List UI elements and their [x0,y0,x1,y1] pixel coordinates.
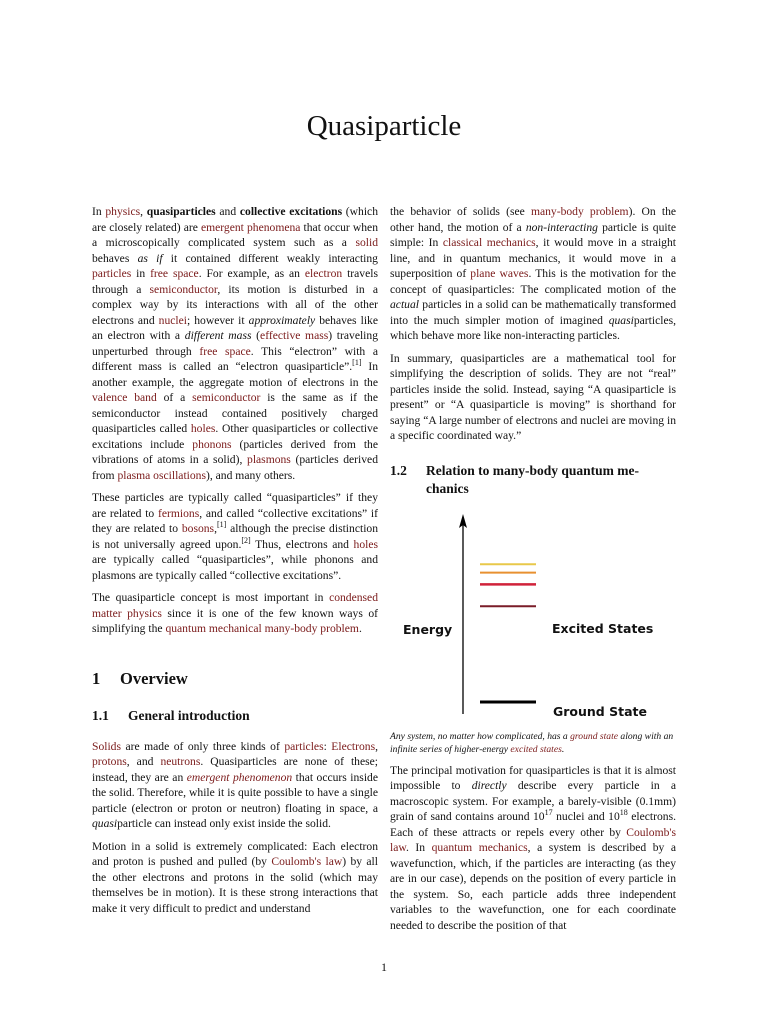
text-run: The principal motivation for quasiparticles is that it is almost impossible to [390,763,676,792]
intro-paragraph [92,204,378,483]
text-run: In another example, the aggregate motion of electrons in the [92,360,379,389]
text-run: The quasiparticle concept is most important in [92,591,330,604]
wiki-link[interactable]: fermions [158,506,200,520]
text-run: , [214,522,217,535]
text-run: although the precise distinction is not universally agreed upon. [92,522,379,551]
wiki-link[interactable]: holes [190,422,216,435]
wiki-link[interactable]: effective mass [260,329,329,342]
citation[interactable]: [2] [241,535,251,545]
text-run: describe every particle in a macroscopic system. For example, a barely-visible (0.1mm) grain of sand contains around 10 [390,779,676,823]
text-run: in [131,267,151,280]
text-run: . [358,622,362,635]
wiki-link[interactable]: Solids [92,739,121,753]
text-run: since it is one of the few known ways of simplifying the [92,606,378,635]
wiki-link[interactable]: phonons [192,437,232,451]
text-run: quasi [608,313,634,327]
wiki-link[interactable]: physics [105,205,141,218]
subsection-title: General introduction [128,707,250,723]
wiki-link[interactable]: valence band [92,391,157,404]
wiki-link[interactable]: nuclei [158,313,187,327]
wiki-link[interactable]: protons [92,755,127,768]
condensed-matter-paragraph [92,590,378,637]
text-run: , a system is described by a wavefunction, which, if the particles are interacting (as they are in our case), depends on the position of every particle in the system. So, each particle adds three independent variables to the wavefunction, one for each coordinate needed to describe the position of that [390,841,676,932]
wiki-link[interactable]: solid [355,236,378,249]
text-run: (particles derived from [92,453,378,482]
text-run: . Quasiparticles are none of these; instead, they are an [92,755,378,784]
text-run: , its motion is disturbed in a complex way by its interactions with all of the other electrons and [92,282,379,327]
wiki-link[interactable]: particles [92,267,132,280]
text-run: , and [126,755,161,768]
citation[interactable]: [1] [352,358,362,368]
text-run: electrons. Each of these attracts or repels every other by [390,810,676,839]
text-run: are made of only three kinds of [121,739,285,753]
text-run: ; however it [186,313,249,327]
wiki-link[interactable]: semiconductor [192,391,261,404]
right-column [390,204,676,940]
text-run: ). On the other hand, the motion of a [390,205,677,234]
principal-motivation-paragraph [390,763,676,934]
text-run: In summary, quasiparticles are a mathematical tool for simplifying the description of solids. They are not “real” particles inside the solid. Instead, saying “A quasiparticle is present” or “A quasiparticle is moving” is shorthand for saying “A large number of electrons and nuclei are moving in a specific coordinated way.” [390,351,676,442]
wiki-link[interactable]: emergent phenomenon [186,770,293,784]
page-title: Quasiparticle [306,110,462,142]
text-run: behaves like an electron with a [92,313,378,342]
text-run: . In [406,841,432,854]
text-run: , it would move in a straight line, and in quantum mechanics, it would move in a superposition of [390,236,676,280]
wiki-link[interactable]: Coulomb's law [271,855,343,868]
text-run: quasiparticles [146,205,216,218]
text-run: particles in a solid can be mathematically transformed into the much simpler motion of imagined [390,298,676,327]
figure-caption [390,730,676,756]
wiki-link[interactable]: quantum mechanical many-body problem [165,622,359,635]
left-column [92,204,378,923]
text-run: , [375,739,378,753]
energy-diagram-svg [390,498,680,730]
citation[interactable]: 18 [619,808,628,818]
energy-level-diagram [390,498,676,730]
motion-paragraph [92,839,378,917]
ground-state-label: Ground State [553,703,647,719]
text-run: These particles are typically called “quasiparticles” if they are related to [92,491,378,520]
text-run: (which are closely related) are [92,205,378,234]
wiki-link[interactable]: excited states [510,743,562,755]
text-run: ( [251,329,261,342]
text-run: . This is the motivation for the concept of quasiparticles: The complicated motion of the [390,267,676,296]
text-run: it contained different weakly interacting [162,251,378,265]
wiki-link[interactable]: classical mechanics [442,236,536,249]
text-run: . Other quasiparticles or collective excitations include [92,422,379,451]
text-run: . This “electron” with a different mass is called an “electron quasiparticle”. [92,344,378,373]
wiki-link[interactable]: condensed matter physics [92,591,378,620]
text-run: . For example, as an [198,267,305,280]
text-run: different mass [184,329,252,342]
text-run: : [323,739,332,753]
wiki-link[interactable]: neutrons [160,755,201,768]
text-run: as if [137,251,163,265]
subsection-number: 1.2 [390,462,407,478]
wiki-link[interactable]: semiconductor [149,282,218,296]
text-run: . [561,743,565,755]
text-run: collective excitations [239,205,343,218]
text-run: approximately [248,313,316,327]
text-run: actual [390,298,419,311]
wiki-link[interactable]: bosons [181,522,215,535]
citation[interactable]: 17 [544,808,553,818]
wiki-link[interactable]: Electrons [331,739,376,753]
behavior-paragraph [390,204,676,344]
wiki-link[interactable]: free space [199,344,251,358]
section-heading-overview [92,669,378,689]
section-number: 1 [92,668,101,688]
text-run: quasi [92,817,118,830]
text-run: non-interacting [525,220,598,234]
text-run: are typically called “quasiparticles”, while phonons and plasmons are typically called “collective excitations”. [92,553,378,582]
wiki-link[interactable]: plane waves [470,267,529,280]
text-run: behaves [92,251,138,265]
text-run: particle can instead only exist inside the solid. [117,817,331,830]
text-run: that occurs inside the solid. Therefore, while it is quite possible to have a single particle (electron or proton or neutron) floating in space, a [92,770,378,815]
text-run: nuclei and 10 [552,810,620,823]
text-run: ) traveling unperturbed through [92,329,378,358]
text-run: In [92,205,106,218]
text-run: ), and many others. [206,468,296,482]
text-run: ) by all the other electrons and protons in the solid (which may themselves be in motion). It is these strong interactions that make it very difficult to predict and understand [92,855,378,915]
text-run: Motion in a solid is extremely complicated: Each electron and proton is pushed and pulled (by [92,839,378,868]
page-number: 1 [381,960,387,974]
text-run: Any system, no matter how complicated, has a [390,730,571,742]
text-run: , and called “collective excitations” if they are related to [92,506,379,535]
text-run: Thus, electrons and [250,537,354,551]
text-run: travels through a [92,267,378,296]
text-run: the behavior of solids (see [390,205,531,218]
wiki-link[interactable]: ground state [570,730,619,742]
energy-levels [480,564,536,702]
wiki-link[interactable]: quantum mechanics [431,841,528,854]
wiki-link[interactable]: free space [150,267,199,280]
text-run: along with an infinite series of higher-energy [390,730,674,755]
subsection-heading-general-introduction [92,707,378,725]
solids-paragraph [92,739,378,832]
excited-states-label: Excited States [552,620,654,636]
wiki-link[interactable]: plasma oscillations [117,468,206,482]
subsection-title: Relation to many-body quantum mechanics [426,462,640,496]
text-run: that occur when a microscopically complicated system such as a [92,220,378,249]
energy-axis-label: Energy [403,621,453,637]
text-run: is the same as if the semiconductor instead contained positively charged quasiparticles called [92,391,378,435]
wiki-link[interactable]: plasmons [247,453,291,466]
wiki-link[interactable]: many-body problem [530,205,629,218]
text-run: , [140,205,147,218]
wiki-link[interactable]: Coulomb's law [390,825,676,854]
text-run: of a [156,391,193,404]
text-run: and [215,205,240,218]
wiki-link[interactable]: holes [353,537,379,551]
citation[interactable]: [1] [216,520,227,530]
wiki-link[interactable]: electron [304,267,343,280]
wiki-link[interactable]: particles [284,739,324,753]
wiki-link[interactable]: emergent phenomena [200,220,301,234]
section-title: Overview [120,668,188,688]
subsection-heading-many-body [390,462,676,498]
text-run: directly [471,779,507,792]
summary-paragraph [390,351,676,444]
text-run: (particles derived from the vibrations of atoms in a solid), [92,437,378,466]
subsection-number: 1.1 [92,707,109,723]
text-run: particle is quite simple: In [390,220,676,249]
text-run: particles, which behave more like non-interacting particles. [390,313,676,342]
quasiparticle-vs-excitation-paragraph [92,490,378,583]
